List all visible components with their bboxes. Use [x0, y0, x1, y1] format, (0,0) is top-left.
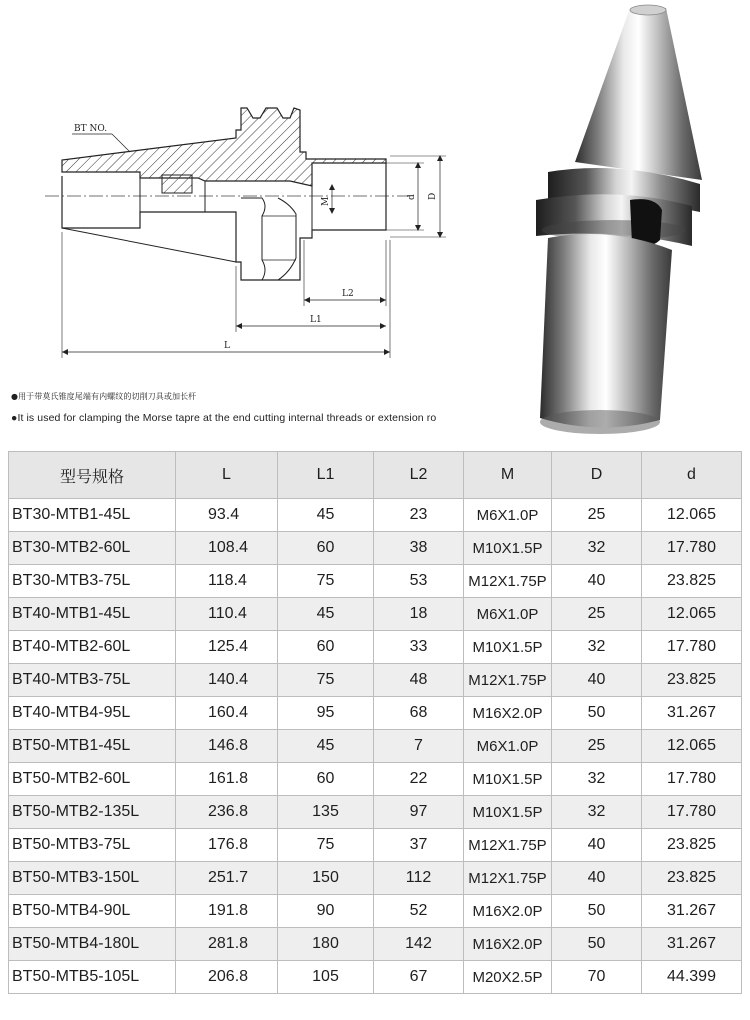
cell-d: 23.825 [642, 565, 742, 598]
cell-L2: 68 [374, 697, 464, 730]
cell-D: 32 [552, 763, 642, 796]
cell-L: 108.4 [176, 532, 278, 565]
cell-L: 206.8 [176, 961, 278, 994]
cell-M: M16X2.0P [464, 928, 552, 961]
table-row [9, 862, 742, 895]
cell-L2: 7 [374, 730, 464, 763]
label-L2: L2 [342, 289, 354, 299]
cell-L1: 45 [278, 598, 374, 631]
cell-D: 40 [552, 829, 642, 862]
usage-note-chinese: ●用于带莫氏锥度尾端有内螺纹的切削刀具或加长杆 [11, 392, 197, 401]
cell-L1: 45 [278, 730, 374, 763]
cell-L: 251.7 [176, 862, 278, 895]
cell-d: 31.267 [642, 928, 742, 961]
cell-L2: 22 [374, 763, 464, 796]
cell-M: M16X2.0P [464, 895, 552, 928]
cell-M: M10X1.5P [464, 631, 552, 664]
cell-L1: 135 [278, 796, 374, 829]
cell-d: 44.399 [642, 961, 742, 994]
cell-d: 17.780 [642, 796, 742, 829]
label-L1: L1 [310, 315, 322, 325]
cell-M: M12X1.75P [464, 862, 552, 895]
table-row [9, 598, 742, 631]
cell-D: 50 [552, 895, 642, 928]
table-row [9, 664, 742, 697]
cell-d: 17.780 [642, 532, 742, 565]
cell-L1: 60 [278, 763, 374, 796]
cell-L1: 45 [278, 499, 374, 532]
cell-D: 25 [552, 499, 642, 532]
technical-drawing-area [0, 0, 750, 445]
cell-model: BT30-MTB2-60L [9, 532, 176, 565]
cell-L1: 180 [278, 928, 374, 961]
cell-M: M10X1.5P [464, 763, 552, 796]
cell-L1: 105 [278, 961, 374, 994]
cell-model: BT50-MTB3-75L [9, 829, 176, 862]
spec-table-body [9, 499, 742, 994]
cell-model: BT50-MTB3-150L [9, 862, 176, 895]
cell-M: M12X1.75P [464, 565, 552, 598]
cell-D: 32 [552, 796, 642, 829]
cell-L: 110.4 [176, 598, 278, 631]
cell-L1: 60 [278, 631, 374, 664]
table-row [9, 631, 742, 664]
usage-note-english: ●It is used for clamping the Morse tapre at the end cutting internal threads or extension ro [11, 412, 437, 424]
cell-L1: 75 [278, 565, 374, 598]
cell-L: 93.4 [176, 499, 278, 532]
cell-M: M12X1.75P [464, 829, 552, 862]
cell-M: M6X1.0P [464, 598, 552, 631]
cell-L: 176.8 [176, 829, 278, 862]
table-row [9, 796, 742, 829]
header-D: D [552, 452, 642, 499]
cell-M: M10X1.5P [464, 532, 552, 565]
cell-D: 40 [552, 664, 642, 697]
spec-table [8, 451, 742, 994]
cell-model: BT40-MTB4-95L [9, 697, 176, 730]
label-L: L [224, 341, 230, 351]
cell-D: 50 [552, 697, 642, 730]
header-L2: L2 [374, 452, 464, 499]
cell-D: 40 [552, 862, 642, 895]
cell-L: 236.8 [176, 796, 278, 829]
cell-L2: 97 [374, 796, 464, 829]
cell-model: BT30-MTB3-75L [9, 565, 176, 598]
cell-L2: 112 [374, 862, 464, 895]
cell-model: BT50-MTB2-135L [9, 796, 176, 829]
table-row [9, 499, 742, 532]
cell-d: 12.065 [642, 499, 742, 532]
cell-model: BT40-MTB3-75L [9, 664, 176, 697]
cell-D: 50 [552, 928, 642, 961]
cell-d: 12.065 [642, 730, 742, 763]
cell-L2: 18 [374, 598, 464, 631]
cell-D: 32 [552, 631, 642, 664]
table-row [9, 895, 742, 928]
cell-D: 70 [552, 961, 642, 994]
cell-L2: 23 [374, 499, 464, 532]
table-row [9, 763, 742, 796]
cell-model: BT50-MTB4-90L [9, 895, 176, 928]
cell-D: 32 [552, 532, 642, 565]
cell-model: BT40-MTB2-60L [9, 631, 176, 664]
cell-L: 146.8 [176, 730, 278, 763]
cell-model: BT40-MTB1-45L [9, 598, 176, 631]
table-row [9, 961, 742, 994]
cell-L: 161.8 [176, 763, 278, 796]
cell-D: 25 [552, 730, 642, 763]
label-bt-no: BT NO. [74, 124, 108, 134]
cell-M: M12X1.75P [464, 664, 552, 697]
table-row [9, 532, 742, 565]
cell-M: M16X2.0P [464, 697, 552, 730]
cell-L: 125.4 [176, 631, 278, 664]
cell-L2: 37 [374, 829, 464, 862]
cell-model: BT50-MTB2-60L [9, 763, 176, 796]
cell-model: BT50-MTB4-180L [9, 928, 176, 961]
product-photo [536, 5, 702, 434]
cell-L1: 95 [278, 697, 374, 730]
header-M: M [464, 452, 552, 499]
label-M: M [321, 196, 331, 206]
cell-M: M20X2.5P [464, 961, 552, 994]
cell-L2: 48 [374, 664, 464, 697]
cell-d: 23.825 [642, 664, 742, 697]
table-row [9, 829, 742, 862]
cell-M: M10X1.5P [464, 796, 552, 829]
header-L1: L1 [278, 452, 374, 499]
cell-D: 25 [552, 598, 642, 631]
cell-L1: 75 [278, 664, 374, 697]
header-d: d [642, 452, 742, 499]
header-model: 型号规格 [9, 452, 176, 499]
cell-L1: 90 [278, 895, 374, 928]
holder-section-drawing [45, 108, 446, 358]
cell-d: 17.780 [642, 763, 742, 796]
cell-L2: 142 [374, 928, 464, 961]
cell-L: 281.8 [176, 928, 278, 961]
cell-d: 23.825 [642, 829, 742, 862]
table-row [9, 697, 742, 730]
cell-L: 118.4 [176, 565, 278, 598]
cell-d: 12.065 [642, 598, 742, 631]
cell-L2: 67 [374, 961, 464, 994]
cell-D: 40 [552, 565, 642, 598]
table-row [9, 730, 742, 763]
spec-table-header [9, 452, 742, 499]
cell-d: 23.825 [642, 862, 742, 895]
cell-model: BT50-MTB1-45L [9, 730, 176, 763]
cell-L: 160.4 [176, 697, 278, 730]
cell-L2: 38 [374, 532, 464, 565]
header-L: L [176, 452, 278, 499]
cell-L2: 33 [374, 631, 464, 664]
cell-d: 31.267 [642, 697, 742, 730]
table-row [9, 565, 742, 598]
cell-L2: 53 [374, 565, 464, 598]
cell-L1: 75 [278, 829, 374, 862]
cell-L: 140.4 [176, 664, 278, 697]
cell-model: BT30-MTB1-45L [9, 499, 176, 532]
cell-L1: 150 [278, 862, 374, 895]
label-d: d [407, 194, 417, 200]
cell-model: BT50-MTB5-105L [9, 961, 176, 994]
cell-d: 17.780 [642, 631, 742, 664]
label-D: D [428, 192, 438, 200]
table-row [9, 928, 742, 961]
cell-L: 191.8 [176, 895, 278, 928]
cell-M: M6X1.0P [464, 499, 552, 532]
cell-L1: 60 [278, 532, 374, 565]
cell-M: M6X1.0P [464, 730, 552, 763]
cell-d: 31.267 [642, 895, 742, 928]
cell-L2: 52 [374, 895, 464, 928]
